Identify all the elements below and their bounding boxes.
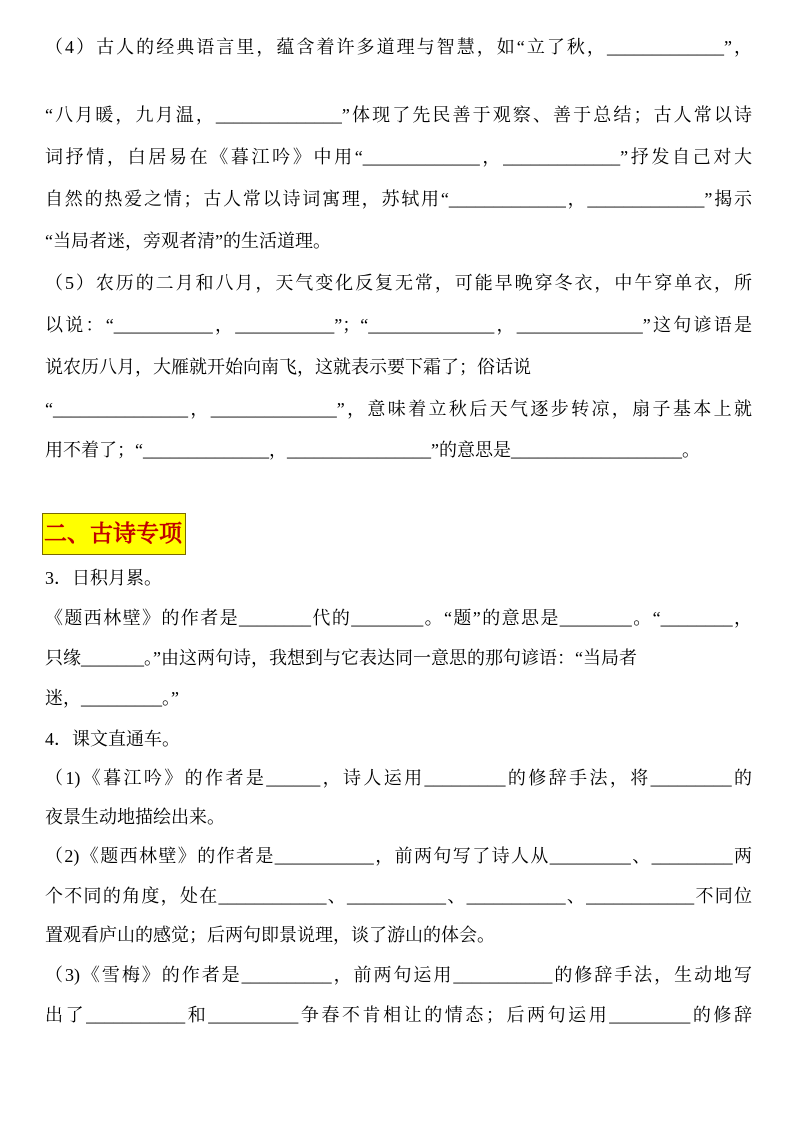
paragraph-line: 自然的热爱之情；古人常以诗词寓理，苏轼用“_____________，_____________”揭示	[45, 189, 752, 209]
paragraph-line: 词抒情，白居易在《暮江吟》中用“_____________，_____________”抒发自己对大	[45, 147, 752, 167]
paragraph-line: 以说：“___________，___________”；“______________，______________”这句谚语是	[45, 315, 752, 335]
paragraph-line: 迷，_________。”	[45, 688, 179, 708]
paragraph-line: 夜景生动地描绘出来。	[45, 807, 225, 827]
paragraph-line: 出了___________和__________争春不肯相让的情态；后两句运用_________的修辞	[45, 1005, 752, 1025]
question-title: 4．课文直通车。	[45, 729, 180, 749]
paragraph-line: （1)《暮江吟》的作者是______，诗人运用_________的修辞手法，将_________的	[45, 768, 752, 788]
paragraph-line: （4）古人的经典语言里，蕴含着许多道理与智慧，如“立了秋，_____________”，	[45, 37, 752, 57]
paragraph-line: 置观看庐山的感觉；后两句即景说理，谈了游山的体会。	[45, 925, 495, 945]
paragraph-line: （5）农历的二月和八月，天气变化反复无常，可能早晚穿冬衣，中午穿单衣，所	[45, 273, 752, 293]
paragraph-line: “_______________，______________”，意味着立秋后天气逐步转凉，扇子基本上就	[45, 399, 752, 419]
question-title: 3．日积月累。	[45, 568, 162, 588]
section-heading: 二、古诗专项	[42, 513, 186, 555]
paragraph-line: 用不着了；“______________，________________”的意思是___________________。	[45, 440, 700, 460]
paragraph-line: 《题西林壁》的作者是________代的________。“题”的意思是________。“________，	[45, 608, 752, 628]
paragraph-line: 只缘_______。”由这两句诗，我想到与它表达同一意思的那句谚语：“当局者	[45, 648, 637, 668]
paragraph-line: 说农历八月，大雁就开始向南飞，这就表示要下霜了；俗话说	[45, 357, 531, 377]
paragraph-line: （3)《雪梅》的作者是__________，前两句运用___________的修辞手法，生动地写	[45, 965, 752, 985]
paragraph-line: “八月暖，九月温，______________”体现了先民善于观察、善于总结；古人常以诗	[45, 105, 752, 125]
paragraph-line: “当局者迷，旁观者清”的生活道理。	[45, 231, 331, 251]
paragraph-line: 个不同的角度，处在____________、___________、___________、____________不同位	[45, 886, 752, 906]
paragraph-line: （2)《题西林壁》的作者是___________，前两句写了诗人从_________、_________两	[45, 846, 752, 866]
